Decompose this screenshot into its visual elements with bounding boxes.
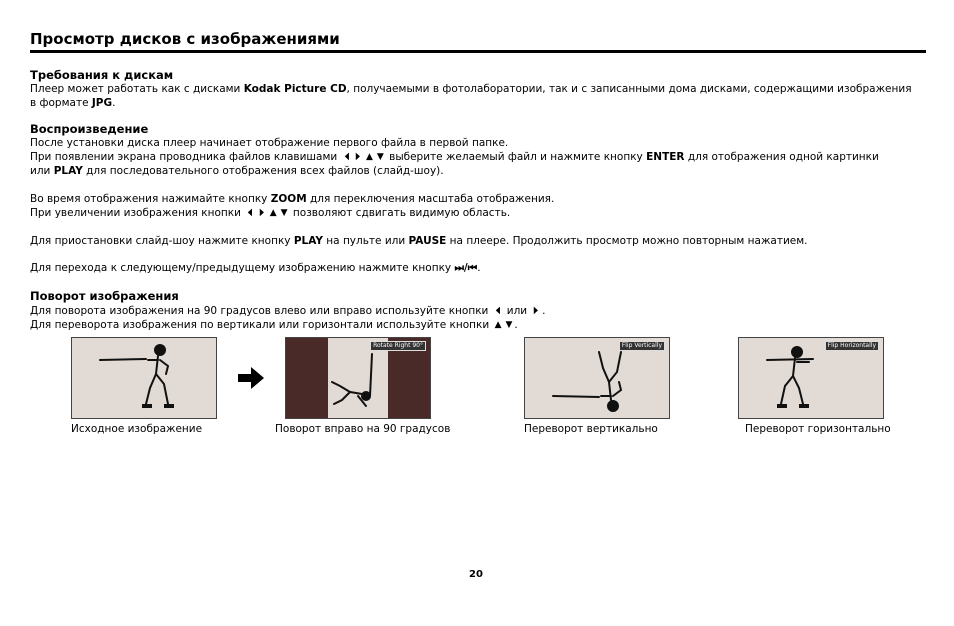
original-image [71,337,217,419]
rotation-heading: Поворот изображения [30,289,179,303]
arrow-up-icon: ▲ [269,208,277,218]
arrow-down-icon: ▼ [376,152,384,162]
rotation-line-1: Для поворота изображения на 90 градусов влево или вправо используйте кнопки ◀ или ▶ . [30,305,546,317]
playback-line-2: При появлении экрана проводника файлов клавишами ◀ ▶ ▲ ▼ выберите желаемый файл и нажмите кнопку ENTER для отображения одной картинки [30,151,879,163]
title-rule [30,50,926,53]
arrow-down-icon: ▼ [280,208,288,218]
next-previous-icon: ⏭/⏮ [454,262,478,274]
requirements-line-2: в формате JPG. [30,97,116,109]
right-arrow-icon [238,367,264,389]
caption-flipped-vertical: Переворот вертикально [524,423,658,435]
rotated-image [285,337,431,419]
caption-flipped-horizontal: Переворот горизонтально [745,423,891,435]
arrow-up-icon: ▲ [365,152,373,162]
arrow-right-icon: ▶ [259,207,264,218]
playback-line-1: После установки диска плеер начинает отображение первого файла в первой папке. [30,137,509,149]
osd-rotate-right: Rotate Right 90° [370,341,426,351]
osd-flip-vertical: Flip Vertically [619,341,665,351]
arrow-up-icon: ▲ [494,320,502,330]
arrow-right-icon: ▶ [534,305,539,316]
playback-line-3: или PLAY для последовательного отображения всех файлов (слайд-шоу). [30,165,444,177]
playback-line-7: Для перехода к следующему/предыдущему изображению нажмите кнопку ⏭/⏮. [30,262,481,274]
playback-line-6: Для приостановки слайд-шоу нажмите кнопку PLAY на пульте или PAUSE на плеере. Продолжить просмотр можно повторным нажатием. [30,235,808,247]
page-number: 20 [469,569,483,580]
arrow-left-icon: ◀ [248,207,253,218]
flipped-horizontal-image [738,337,884,419]
arrow-left-icon: ◀ [344,151,349,162]
playback-line-5: При увеличении изображения кнопки ◀ ▶ ▲ ▼ позволяют сдвигать видимую область. [30,207,511,219]
playback-line-4: Во время отображения нажимайте кнопку ZOOM для переключения масштаба отображения. [30,193,555,205]
arrow-right-icon: ▶ [355,151,361,162]
requirements-heading: Требования к дискам [30,68,174,82]
page-title: Просмотр дисков с изображениями [30,30,340,48]
requirements-line-1: Плеер может работать как с дисками Kodak Picture CD, получаемыми в фотолаборатории, так и с записанными дома дисками, содержащими изображения [30,83,912,95]
arrow-left-icon: ◀ [495,305,500,316]
playback-heading: Воспроизведение [30,122,149,136]
caption-original: Исходное изображение [71,423,203,435]
caption-rotated: Поворот вправо на 90 градусов [275,423,451,435]
rotation-line-2: Для переворота изображения по вертикали или горизонтали используйте кнопки ▲ ▼ . [30,319,518,331]
arrow-down-icon: ▼ [505,320,513,330]
osd-flip-horizontal: Flip Horizontally [825,341,879,351]
flipped-vertical-image [524,337,670,419]
